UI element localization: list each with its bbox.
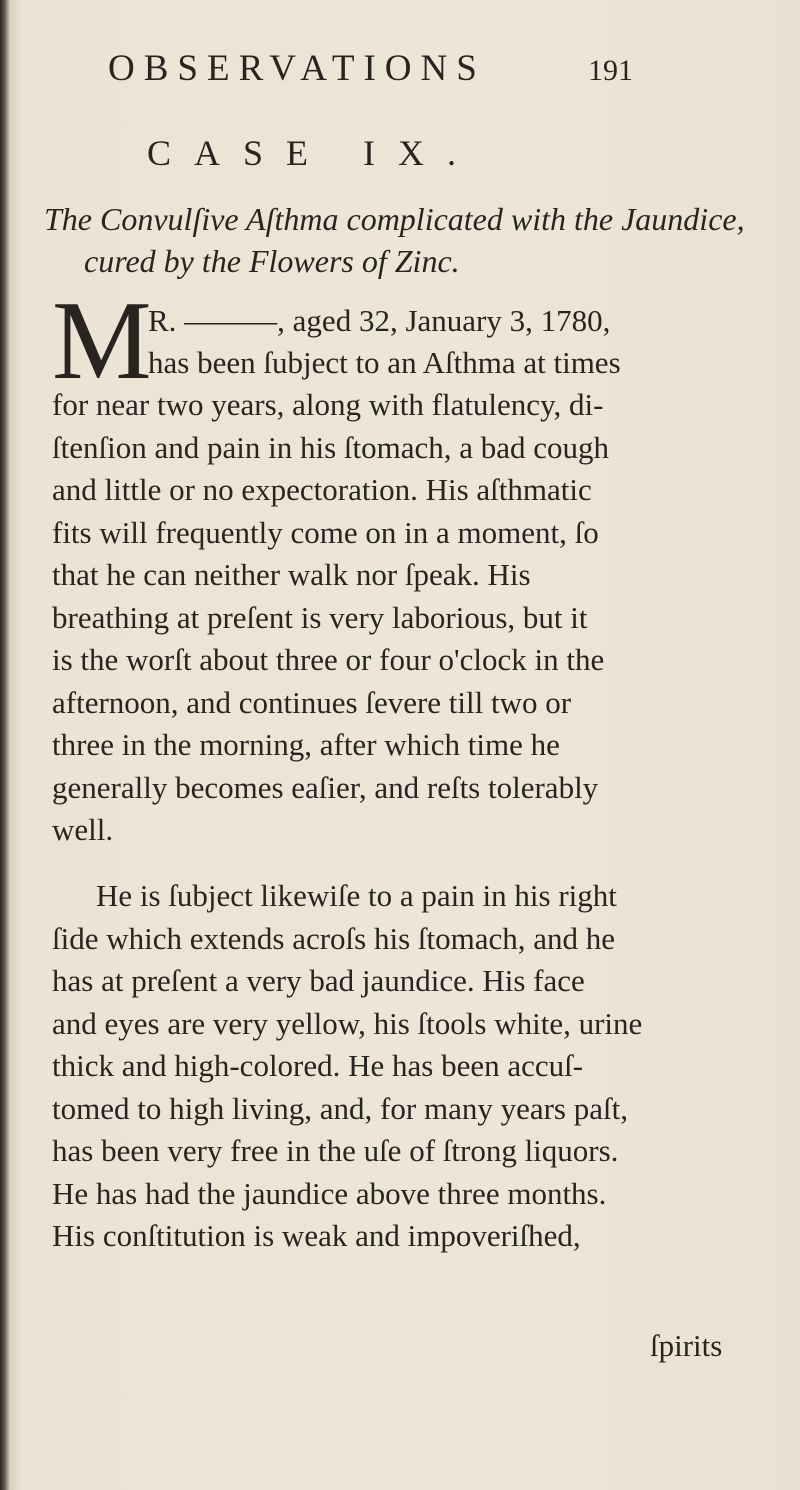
case-title-line-2: cured by the Flowers of Zinc. [84,243,460,279]
paragraph-1-body [52,384,792,852]
text-line: that he can neither walk nor ſpeak. His [52,557,531,592]
text-line: is the worſt about three or four o'clock in the [52,642,605,677]
running-head [108,44,748,94]
text-line: has been very free in the uſe of ſtrong liquors. [52,1133,619,1168]
text-line: ſtenſion and pain in his ſtomach, a bad cough [52,429,610,465]
text-line: fits will frequently come on in a moment, ſo [52,514,599,550]
text-line: generally becomes eaſier, and reſts tolerably [52,769,599,805]
paragraph-1-opening [148,300,788,384]
paragraph-2 [52,875,792,1258]
page-number: 191 [588,54,633,87]
text-line: thick and high-colored. He has been accuſ- [52,1048,584,1083]
case-heading: CASE IX. [147,133,480,173]
drop-cap: M [52,279,152,403]
catchword: ſpirits [650,1328,723,1363]
text-line: three in the morning, after which time he [52,727,560,762]
text-line: and eyes are very yellow, his ſtools white, urine [52,1005,643,1041]
case-title [44,198,764,282]
text-line: His conſtitution is weak and impoveriſhed, [52,1218,581,1253]
text-line: He is ſubject likewiſe to a pain in his right [96,878,617,913]
text-line: afternoon, and continues ſevere till two or [52,684,572,720]
text-line: has at preſent a very bad jaundice. His face [52,963,585,998]
text-line: has been ſubject to an Aſthma at times [148,345,621,380]
text-line: for near two years, along with flatulency, di- [52,387,604,422]
text-line: and little or no expectoration. His aſthmatic [52,472,592,507]
text-line: ſide which extends acroſs his ſtomach, and he [52,920,616,956]
text-line: breathing at preſent is very laborious, but it [52,599,588,635]
text-line: tomed to high living, and, for many years paſt, [52,1090,628,1126]
text-line: R. ———, aged 32, January 3, 1780, [148,303,611,338]
running-title: OBSERVATIONS [108,48,486,89]
text-line: He has had the jaundice above three months. [52,1175,607,1211]
text-line: well. [52,812,114,847]
case-title-line-1: The Convulſive Aſthma complicated with the Jaundice, [44,201,745,237]
